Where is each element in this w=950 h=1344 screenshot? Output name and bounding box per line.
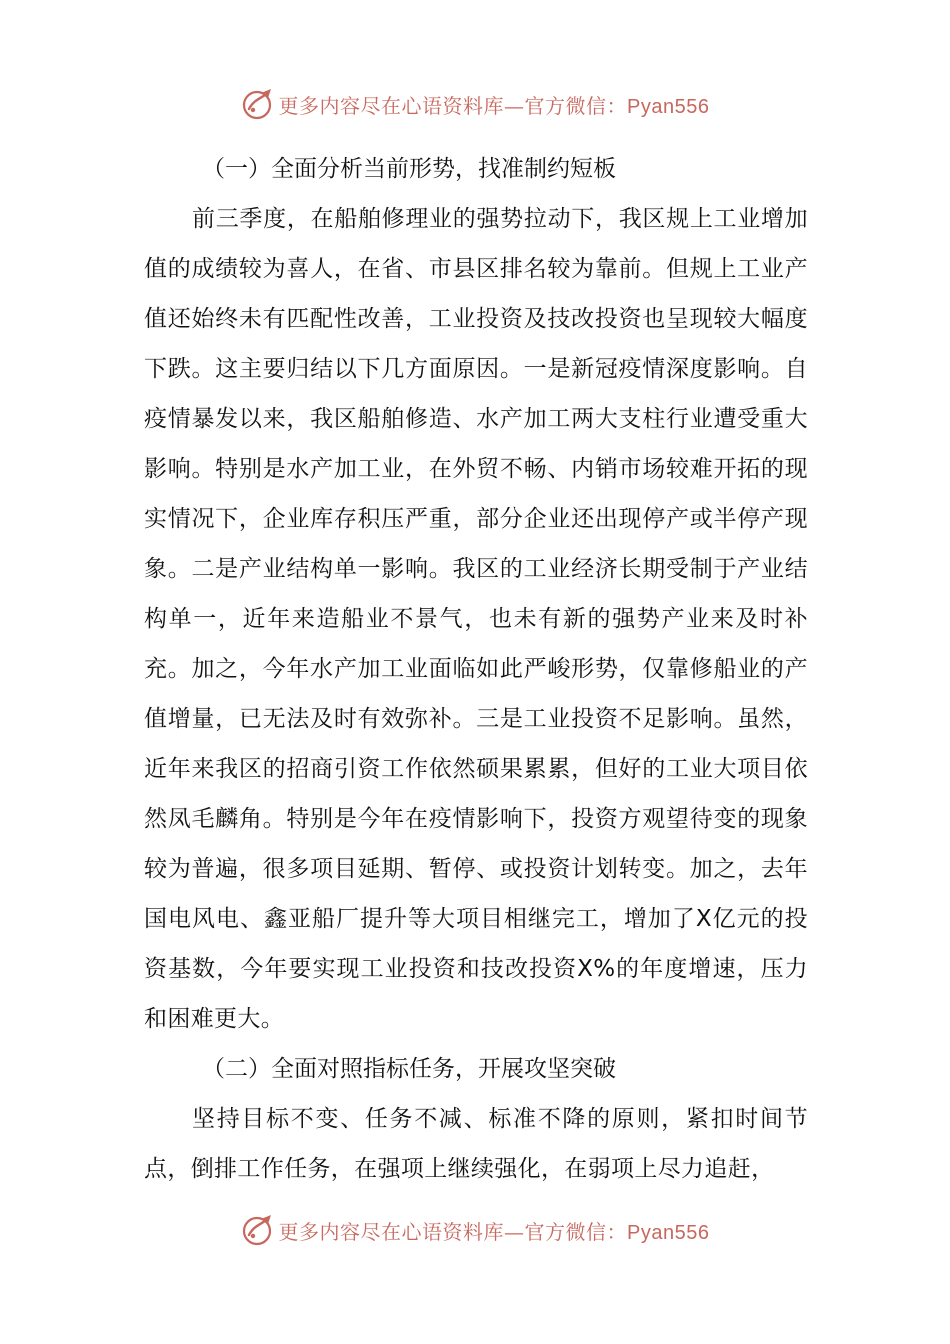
footer-watermark xyxy=(0,1210,950,1250)
watermark-wechat-id: Pyan556 xyxy=(627,95,710,118)
watermark-text: 更多内容尽在心语资料库—官方微信：Pyan556 xyxy=(278,93,710,118)
watermark-wechat-id: Pyan556 xyxy=(627,1221,710,1244)
pen-seal-logo-icon xyxy=(241,1213,275,1247)
section-2-heading: （二）全面对照指标任务，开展攻坚突破 xyxy=(202,1056,616,1082)
section-2-paragraph: 坚持目标不变、任务不减、标准不降的原则，紧扣时间节点，倒排工作任务，在强项上继续强化，在弱项上尽力追赶， xyxy=(144,1106,808,1182)
document-body xyxy=(144,144,808,1194)
header-watermark xyxy=(0,84,950,124)
watermark-text: 更多内容尽在心语资料库—官方微信：Pyan556 xyxy=(278,1219,710,1244)
pen-seal-logo-icon xyxy=(241,87,275,121)
section-1-paragraph: 前三季度，在船舶修理业的强势拉动下，我区规上工业增加值的成绩较为喜人，在省、市县区排名较为靠前。但规上工业产值还始终未有匹配性改善，工业投资及技改投资也呈现较大幅度下跌。这主要归结以下几方面原因。一是新冠疫情深度影响。自疫情暴发以来，我区船舶修造、水产加工两大支柱行业遭受重大影响。特别是水产加工业，在外贸不畅、内销市场较难开拓的现实情况下，企业库存积压严重，部分企业还出现停产或半停产现象。二是产业结构单一影响。我区的工业经济长期受制于产业结构单一，近年来造船业不景气，也未有新的强势产业来及时补充。加之，今年水产加工业面临如此严峻形势，仅靠修船业的产值增量，已无法及时有效弥补。三是工业投资不足影响。虽然，近年来我区的招商引资工作依然硕果累累，但好的工业大项目依然凤毛麟角。特别是今年在疫情影响下，投资方观望待变的现象较为普遍，很多项目延期、暂停、或投资计划转变。加之，去年国电风电、鑫亚船厂提升等大项目相继完工，增加了X亿元的投资基数，今年要实现工业投资和技改投资X%的年度增速，压力和困难更大。 xyxy=(144,206,808,1032)
section-1-heading: （一）全面分析当前形势，找准制约短板 xyxy=(202,156,616,182)
